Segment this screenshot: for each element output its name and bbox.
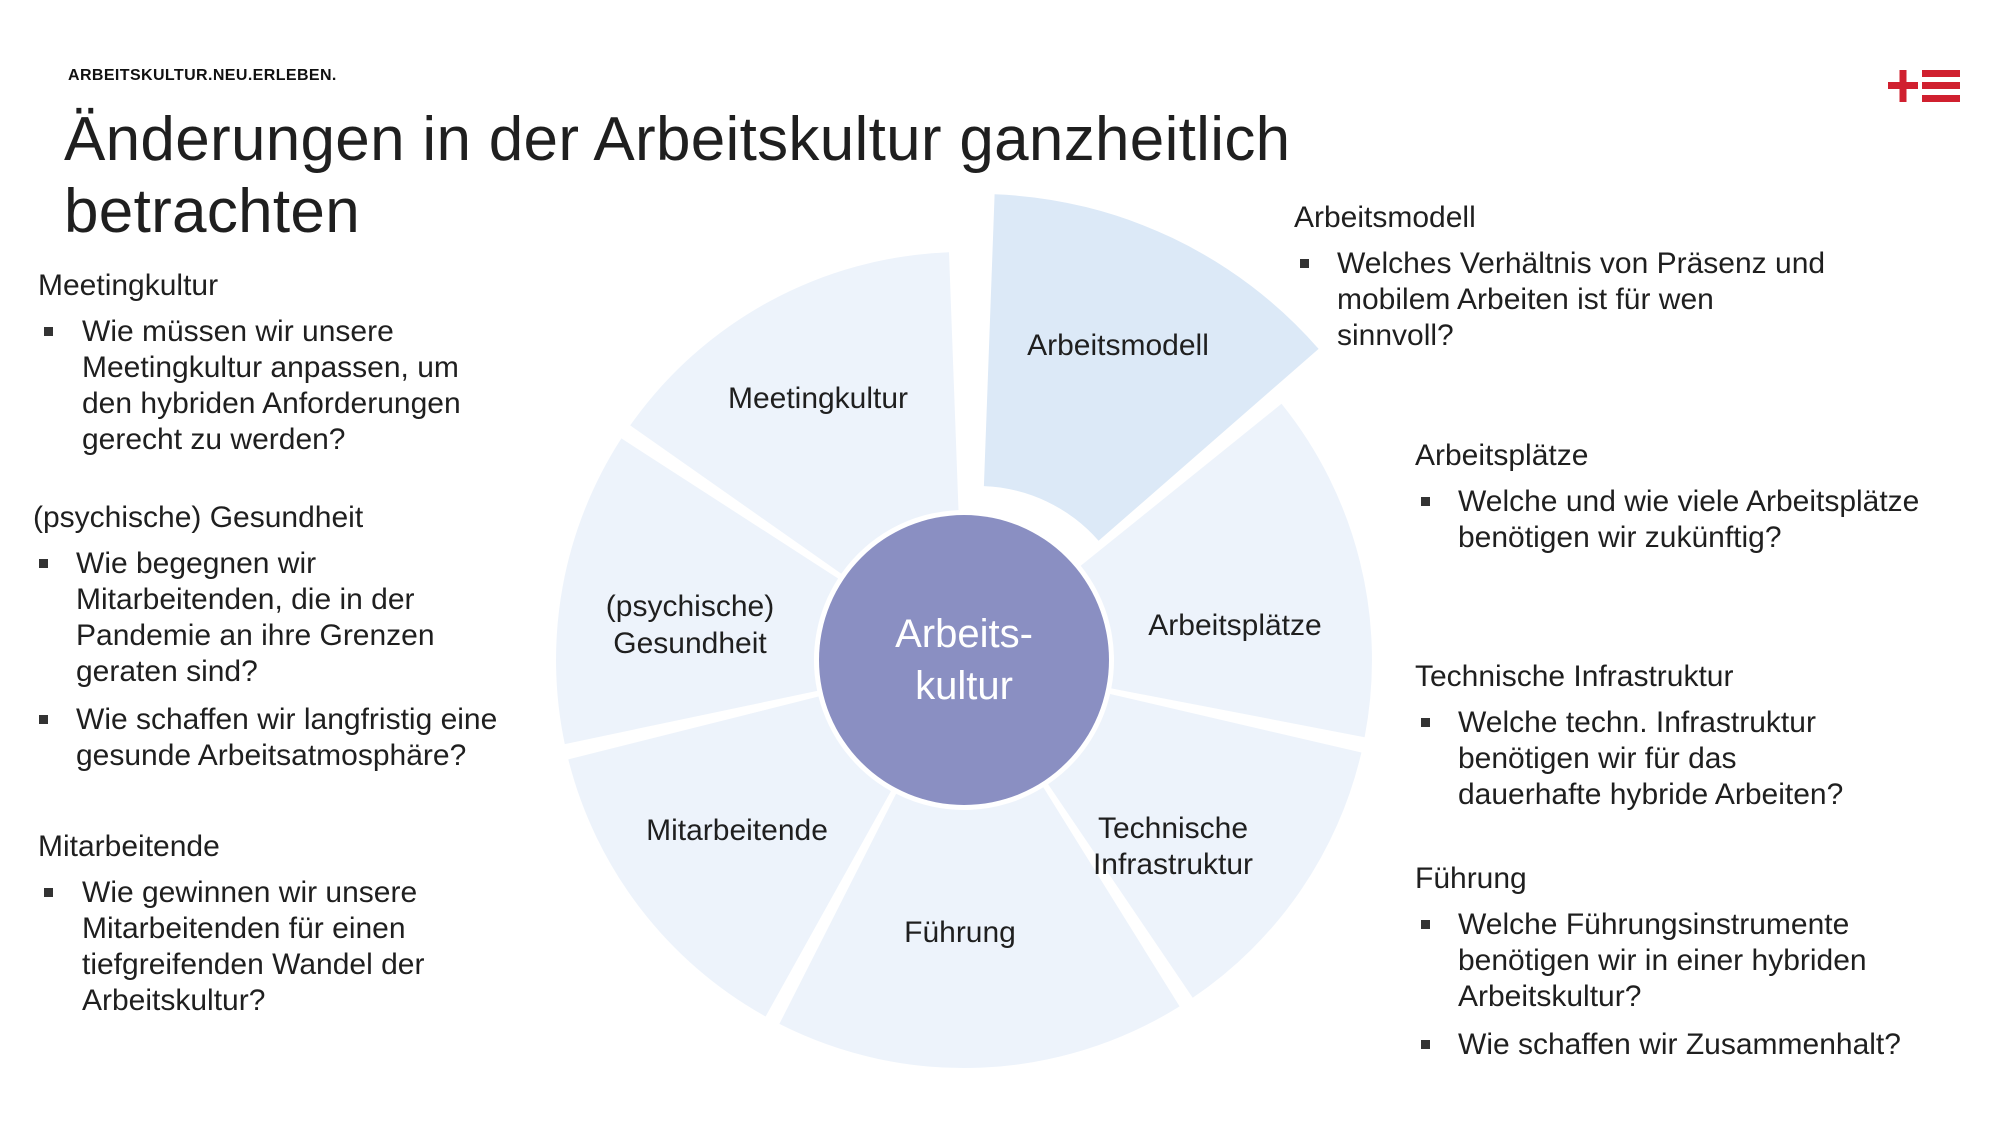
square-bullet-icon bbox=[44, 327, 53, 336]
bullet-text-line: benötigen wir für das bbox=[1458, 742, 1737, 775]
bullet-text-line: benötigen wir in einer hybriden bbox=[1458, 944, 1867, 977]
bullet-item bbox=[1415, 484, 1995, 556]
bullet-text-line: Arbeitskultur? bbox=[82, 984, 266, 1017]
bullet-item bbox=[1415, 907, 1995, 1015]
bullet-text-line: Mitarbeitenden, die in der bbox=[76, 583, 415, 616]
bullet-text-line: Welches Verhältnis von Präsenz und bbox=[1337, 247, 1826, 280]
bullet-item bbox=[38, 314, 558, 458]
square-bullet-icon bbox=[39, 715, 48, 724]
segment-label-mitarbeitende: Mitarbeitende bbox=[646, 814, 828, 847]
bullet-item bbox=[1294, 246, 1914, 354]
bullet-text-line: Wie begegnen wir bbox=[76, 547, 317, 580]
bullet-text-line: Wie gewinnen wir unsere bbox=[82, 876, 418, 909]
segment-label-gesundheit-line-2: Gesundheit bbox=[613, 627, 767, 660]
segment-label-arbeitsmodell: Arbeitsmodell bbox=[1027, 329, 1209, 362]
text-block-mitarbeitende bbox=[38, 829, 558, 1031]
text-block-gesundheit bbox=[33, 500, 563, 786]
square-bullet-icon bbox=[1421, 718, 1430, 727]
bullet-list bbox=[1294, 246, 1914, 354]
text-block-meetingkultur bbox=[38, 268, 558, 470]
bullet-text-line: Welche Führungsinstrumente bbox=[1458, 908, 1850, 941]
segment-label-gesundheit-line-1: (psychische) bbox=[605, 590, 775, 623]
bullet-item bbox=[38, 875, 558, 1019]
text-block-fuehrung bbox=[1415, 861, 1995, 1075]
bullet-text-line: sinnvoll? bbox=[1337, 319, 1454, 352]
bullet-text-line: geraten sind? bbox=[76, 655, 258, 688]
bullet-text-line: Arbeitskultur? bbox=[1458, 980, 1642, 1013]
bullet-text-line: Wie schaffen wir Zusammenhalt? bbox=[1458, 1028, 1901, 1061]
bullet-text-line: Wie müssen wir unsere bbox=[82, 315, 394, 348]
bullet-text-line: Meetingkultur anpassen, um bbox=[82, 351, 459, 384]
block-heading: Meetingkultur bbox=[38, 269, 219, 302]
center-label-line-1: Arbeits- bbox=[895, 612, 1033, 656]
square-bullet-icon bbox=[1421, 497, 1430, 506]
block-heading: Arbeitsmodell bbox=[1294, 201, 1476, 234]
text-block-arbeitsmodell bbox=[1294, 200, 1914, 366]
center-circle bbox=[819, 515, 1109, 805]
bullet-item bbox=[33, 546, 563, 690]
bullet-text-line: Mitarbeitenden für einen bbox=[82, 912, 406, 945]
block-heading: Mitarbeitende bbox=[38, 830, 220, 863]
bullet-text-line: Wie schaffen wir langfristig eine bbox=[76, 703, 498, 736]
bullet-list bbox=[1415, 907, 1995, 1063]
bullet-list bbox=[38, 875, 558, 1019]
page-title-line-2: betrachten bbox=[64, 177, 360, 246]
bullet-item bbox=[33, 702, 563, 774]
eyebrow-text: ARBEITSKULTUR.NEU.ERLEBEN. bbox=[68, 67, 337, 84]
bullet-text-line: dauerhafte hybride Arbeiten? bbox=[1458, 778, 1844, 811]
bullet-list bbox=[1415, 705, 1995, 813]
square-bullet-icon bbox=[1300, 259, 1309, 268]
bullet-text-line: Welche und wie viele Arbeitsplätze bbox=[1458, 485, 1920, 518]
segment-label-technische-line-1: Technische bbox=[1097, 812, 1249, 845]
bullet-text-line: den hybriden Anforderungen bbox=[82, 387, 461, 420]
square-bullet-icon bbox=[39, 559, 48, 568]
bullet-list bbox=[33, 546, 563, 774]
bullet-text-line: benötigen wir zukünftig? bbox=[1458, 521, 1782, 554]
text-block-arbeitsplaetze bbox=[1415, 438, 1995, 568]
segment-label-meetingkultur: Meetingkultur bbox=[727, 382, 909, 415]
square-bullet-icon bbox=[44, 888, 53, 897]
block-heading: Technische Infrastruktur bbox=[1415, 660, 1734, 693]
page-title-line-1: Änderungen in der Arbeitskultur ganzheitlich bbox=[64, 105, 1291, 174]
block-heading: (psychische) Gesundheit bbox=[33, 501, 364, 534]
segment-label-fuehrung: Führung bbox=[904, 916, 1016, 949]
bullet-text-line: gesunde Arbeitsatmosphäre? bbox=[76, 739, 467, 772]
bullet-item bbox=[1415, 1027, 1995, 1063]
square-bullet-icon bbox=[1421, 920, 1430, 929]
bullet-text-line: Welche techn. Infrastruktur bbox=[1458, 706, 1816, 739]
bullet-text-line: tiefgreifenden Wandel der bbox=[82, 948, 425, 981]
segment-label-arbeitsplaetze: Arbeitsplätze bbox=[1148, 609, 1322, 642]
bullet-item bbox=[1415, 705, 1995, 813]
bullet-list bbox=[38, 314, 558, 458]
bullet-text-line: mobilem Arbeiten ist für wen bbox=[1337, 283, 1714, 316]
block-heading: Führung bbox=[1415, 862, 1527, 895]
center-label-line-2: kultur bbox=[915, 664, 1013, 708]
bullet-text-line: Pandemie an ihre Grenzen bbox=[76, 619, 435, 652]
segment-label-technische-line-2: Infrastruktur bbox=[1092, 848, 1254, 881]
bullet-text-line: gerecht zu werden? bbox=[82, 423, 346, 456]
bullet-list bbox=[1415, 484, 1995, 556]
square-bullet-icon bbox=[1421, 1040, 1430, 1049]
block-heading: Arbeitsplätze bbox=[1415, 439, 1589, 472]
text-block-technische-infrastruktur bbox=[1415, 659, 1995, 825]
